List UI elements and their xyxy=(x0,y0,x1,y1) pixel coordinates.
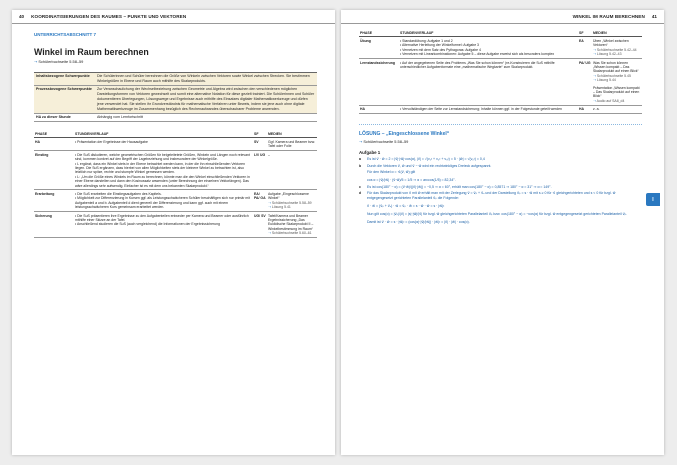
book-reference-text: Schülerbuchseite 5.58–59 xyxy=(363,139,409,145)
solution-item xyxy=(359,164,642,169)
chapter-title: KOORDINATISIERUNGEN DES RAUMES – PUNKTE UND VEKTOREN xyxy=(31,14,187,19)
verlauf-item: • Die SuS diskutieren, welche geometrischen Größen für beigeleitetete Größen, Winkeln und Längen noch relevant sind, kommen konkret auf den Begriff der Lagebeziehung und insbesondere der Winkelgröße. xyxy=(75,152,250,162)
lesson-plan-table xyxy=(34,131,317,238)
arrow-icon: ➝ xyxy=(593,73,597,78)
medien-cell xyxy=(592,37,642,59)
item-label: c xyxy=(359,184,361,189)
sf-cell: UG/ SV xyxy=(253,212,267,238)
arrow-icon: ➝ xyxy=(268,205,272,210)
table-row xyxy=(359,105,642,113)
verlauf-item: • Auf der angegebenen Seite des Problems „Was Sie schon können“ (re-Konstruieren die SuS mithilfe unterschiedlicher Aufgabenformate eine „mathematische Wegkarte“ zum Skalarprodukt. xyxy=(400,60,555,69)
phase-cell: Erarbeitung xyxy=(34,190,74,212)
arrow-icon: ➝ xyxy=(268,200,272,205)
medien-cell xyxy=(267,190,317,212)
item-label: b xyxy=(359,163,362,168)
arrow-icon: ➝ xyxy=(593,47,597,52)
table-row xyxy=(359,37,642,59)
info-value: Zur Veranschaulichung der Wechselbeziehung zwischen Geometrie und Algebra wird zwischen den verschiedenen möglichen Darstellungsformen von Vektoren gewechselt und somit eine alternative Notation für diese gezielt trainiert. Die Schülerinnen und Schüler dokumentieren Überlegungen, Lösungswege und Ergebnisse auch mithilfe des Einsatzes digitaler Mathematikwerkzeuge und dürfen jene verwendet hat. Sie stellen ihr Grundverständnis für mathematische Verfahren unter Beweis, indem sie jene auch ohne digitale Mathematikwerkzeuge im Zusammenhang bezüglich des Rechenaufwandes überschaubarer Probleme anwenden. xyxy=(97,87,315,111)
sf-cell: LV/ UG xyxy=(253,151,267,190)
lesson-title: Winkel im Raum berechnen xyxy=(34,47,149,57)
medien-cell xyxy=(592,59,642,106)
info-key: Prozessbezogene Schwerpunkte xyxy=(36,87,92,91)
phase-cell: Lernstandssicherung xyxy=(359,59,399,106)
phase-cell: Übung xyxy=(359,37,399,59)
verlauf-cell xyxy=(399,37,578,59)
formula-line: Damit ist v⃗ · w⃗ = s · |w⃗|² = (cos(α)·|v⃗|/|w⃗|) · |w⃗|² = |v⃗| · |w⃗| · cos(α). xyxy=(367,219,470,224)
verlauf-item: • Die SuS erarbeiten die Einstiegsaufgaben des Kapitels. xyxy=(75,191,162,196)
formula-line: v⃗ · w⃗ = (v⃗ₚ + v⃗ₒ) · w⃗ = v⃗ₚ · w⃗ = s · w⃗ · w⃗ = s · |w⃗|² xyxy=(367,203,445,208)
right-content xyxy=(359,30,642,225)
column-header: STUNDENVERLAUF xyxy=(399,30,578,37)
phase-cell: Sicherung xyxy=(34,212,74,238)
medien-item: z. a. xyxy=(593,107,600,112)
medien-ref xyxy=(593,99,641,103)
column-header: SF xyxy=(578,30,592,37)
item-text: Durch die Vektoren v⃗, w⃗ und v⃗ − w⃗ wird ein rechtwinkliges Dreieck aufgespannt. xyxy=(367,163,492,168)
chapter-title: WINKEL IM RAUM BERECHNEN xyxy=(572,14,645,19)
verlauf-cell xyxy=(74,190,253,212)
info-key: Inhaltsbezogene Schwerpunkte xyxy=(36,74,90,78)
medien-item: Tafel/Kamera und Beamer xyxy=(268,213,308,218)
phase-cell: Einstieg xyxy=(34,151,74,190)
table-row xyxy=(34,190,317,212)
medien-ref xyxy=(268,231,316,235)
verlauf-item: • Standardübung: Aufgabe 1 und 2 xyxy=(400,38,453,43)
book-reference xyxy=(359,139,642,144)
chapter-tab[interactable]: I xyxy=(646,193,660,206)
verlauf-item: • Vernetzen mit dem Satz des Pythagoras: Aufgabe 4 xyxy=(400,47,481,52)
medien-ref-text: Lösung 5.41 xyxy=(271,205,291,210)
verlauf-item: • Präsentation der Ergebnisse der Hausaufgabe xyxy=(75,139,148,144)
verlauf-cell xyxy=(399,105,578,113)
solution-title: LÖSUNG – „Eingeschlossene Winkel“ xyxy=(359,131,450,138)
table-header-row xyxy=(359,30,642,37)
verlauf-item: • L: „Um die Größe eines Winkels im Raum zu berechnen, könnte man die den Winkel einschließenden Vektoren in einer Ebene darstellen und dann den Kosinussatz anwenden (unter Berechnung der einzelnen Vektorlängen). Das wäre allerdings sehr aufwendig. Einfacher ist es mit dem uns bekannten Skalarprodukt.“ xyxy=(75,174,250,188)
formula-line: Für den Winkel α = ∢(v⃗, w⃗) gilt xyxy=(367,170,416,175)
medien-ref-text: Lösung 5.44 xyxy=(596,78,616,83)
medien-cell xyxy=(267,151,317,190)
table-header-row xyxy=(34,131,317,138)
formula-line: Nun gilt cos(α) = |v⃗ₚ|/|v⃗| = |s|·|w⃗|/|v⃗| für bzgl. w⃗ gleichgerichteten Parallelanteil v⃗ₚ bzw. cos(180° − α) = −cos(α) für bzgl. w⃗ entgegengesetzt gerichteten Parallelanteil v⃗ₚ. xyxy=(367,211,628,216)
medien-cell xyxy=(267,212,317,238)
medien-ref xyxy=(593,78,641,82)
sf-cell: SV xyxy=(253,138,267,151)
verlauf-cell xyxy=(74,212,253,238)
item-text: Es ist v⃗ · w⃗ = 2 ≈ |v⃗|·|w⃗|·cos(α), |v⃗| = √(v₁² + v₂² + v₃²) = 5 · |w⃗| = √(v₁²) = 0,4 xyxy=(367,157,485,162)
arrow-icon: ➝ xyxy=(359,139,363,145)
page-number: 41 xyxy=(651,14,657,19)
verlauf-cell xyxy=(399,59,578,106)
verlauf-cell xyxy=(74,151,253,190)
medien-item: – xyxy=(268,152,270,157)
medien-item: Üben „Winkel zwischen Vektoren“ xyxy=(593,38,629,48)
medien-item: Ergebnissicherung „Das Euklidische Skalarprodukt II – Winkelbestimmung im Raum“ xyxy=(268,218,314,231)
book-reference-text: Schülerbuchseite 5.58–59 xyxy=(38,59,84,64)
arrow-icon: ➝ xyxy=(593,78,597,83)
table-row xyxy=(34,212,317,238)
medien-ref-text: Lösung 5.42–43 xyxy=(596,52,622,57)
info-key: HA zu dieser Stunde xyxy=(36,115,71,119)
task-label: Aufgabe 1 xyxy=(359,150,381,156)
info-row xyxy=(34,73,317,86)
solution-item xyxy=(359,185,642,190)
medien-item: Präsentation „Wissen kompakt – Das Skalarprodukt auf einen Blick“ xyxy=(593,85,640,99)
arrow-icon: ➝ xyxy=(593,52,597,57)
verlauf-item: • Die SuS präsentieren ihre Ergebnisse zu den Aufgabenteilen entweder per Kamera und Beamer oder ausführlich mithilfe einer Skizze an der Tafel. xyxy=(75,213,249,222)
phase-cell: HA xyxy=(359,105,399,113)
table-row xyxy=(34,151,317,190)
medien-ref-text: Schülerbuchseite 5.42–44 xyxy=(596,47,637,52)
left-content xyxy=(34,32,317,238)
info-value: Die Schülerinnen und Schüler berechnen die Größe von Winkeln zwischen Vektoren sowie Winkel zwischen Strecken. Sie bestimmen Winkelgrößen in Ebene und Raum auch mithilfe des Skalarprodukts. xyxy=(97,74,310,83)
item-text: Es ist cos(180° − α) = (v⃗·w⃗)/(|v⃗|·|w⃗|) = −0,5 ⇒ α = 60°, erhält man cos(180° − α) = 0,8571 ⇒ 180° − α ≈ 31° ⇒ α ≈ 149°. xyxy=(367,184,552,189)
table-row xyxy=(359,59,642,106)
item-label: d xyxy=(359,191,362,196)
verlauf-item: • Alternative Herleitung der Winkelformel: Aufgabe 3 xyxy=(400,43,479,48)
sf-cell: PA/ UG xyxy=(578,59,592,106)
info-value: Abhängig vom Lernfortschritt xyxy=(97,115,143,119)
column-header: MEDIEN xyxy=(592,30,642,37)
medien-item: Ggf. Kamera und Beamer bzw. Tafel oder Folie xyxy=(268,139,316,149)
medien-ref-text: Audio auf SA8_d4 xyxy=(596,98,625,103)
item-text: Für das Skalarprodukt von v⃗ mit w⃗ erhält man mit der Zerlegung v⃗ = v⃗ₚ + v⃗ₒ und der Darstellung v⃗ₚ = s · w⃗ mit s ≥ 0 für ∢ gleichgerichteten und s < 0 für bzgl. w⃗ entgegengesetzt gerichteten Parallelanteil v⃗ₚ die Folgende: xyxy=(367,191,616,201)
verlauf-item: • Vernetzen mit Linearkombinationen: Aufgabe 5 – diese Aufgabe erweist sich als besonders komplex xyxy=(400,52,555,57)
table-row xyxy=(34,138,317,151)
section-kicker: UNTERRICHTSABSCHNITT 7 xyxy=(34,32,97,37)
sf-cell: EA/ PA/ GA xyxy=(253,190,267,212)
medien-ref-text: Schülerbuchseite 5.58–59 xyxy=(271,200,312,205)
right-page xyxy=(341,10,664,455)
sf-cell: EA xyxy=(578,37,592,59)
info-table xyxy=(34,72,317,122)
solution-separator xyxy=(359,124,642,125)
medien-cell xyxy=(592,105,642,113)
verlauf-item: • Möglichkeit zur Differenzierung in Kursen ggf. als Leistungsschwächeren Schüler beschäftigen sich nur primär mit Aufgabenteil a und b. Aufgabenteil d dient generell der Differenzierung und kann ggf. auch mit einem leistungsschwächeren Kurs gemeinsam erarbeitet werden. xyxy=(75,196,251,210)
lesson-plan-table xyxy=(359,30,642,114)
page-number: 40 xyxy=(19,14,25,19)
verlauf-item: • Anschließend studieren die SuS (auch vergleichend) die Informationen der Ergebnissicherung xyxy=(75,222,220,227)
arrow-icon: ➝ xyxy=(593,98,597,103)
medien-ref-text: Schülerbuchseite 5.60–61 xyxy=(271,231,312,236)
medien-cell xyxy=(267,138,317,151)
arrow-icon: ➝ xyxy=(268,231,272,236)
formula-line: cos α = |v⃗|/|w⃗| · (v⃗·w⃗)/5 = 1/5 ⇒ α = arccos(1/5) ≈ 82,34°. xyxy=(367,177,456,182)
arrow-icon: ➝ xyxy=(34,59,38,64)
page-header xyxy=(341,10,664,24)
left-page xyxy=(12,10,335,455)
medien-ref xyxy=(593,52,641,56)
column-header: MEDIEN xyxy=(267,131,317,138)
column-header: PHASE xyxy=(359,30,399,37)
info-row xyxy=(34,114,317,122)
verlauf-item: • Vervollständigen der Seite zur Lernstandsicherung; Inhalte können ggf. in der Folgestunde geteilt werden xyxy=(400,107,562,112)
solution-item xyxy=(359,191,642,200)
medien-item: Was Sie schon können „Wissen kompakt – Das Skalarprodukt auf einen Blick“ xyxy=(593,60,639,74)
verlauf-item: • L ergänzt, dass ein Winkel stets in der Ebene betrachtet werden kann, in der die ihn einschließenden Vektoren liegen. Die SuS ergänzen, dass hierbei von allen Möglichkeiten stets der kleinere Winkel zu betrachten ist, also letztlich nur spitze, rechte und stumpfe Winkel gemessen werden. xyxy=(75,161,245,175)
item-label: a xyxy=(359,157,361,162)
book-reference xyxy=(34,59,317,64)
page-header xyxy=(12,10,335,24)
verlauf-cell xyxy=(74,138,253,151)
info-row xyxy=(34,86,317,114)
column-header: SF xyxy=(253,131,267,138)
phase-cell: HA xyxy=(34,138,74,151)
medien-ref-text: Schülerbuchseite 5.45 xyxy=(596,73,631,78)
medien-item: Aufgabe „Eingeschlossene Winkel“ xyxy=(268,191,309,201)
medien-ref xyxy=(268,205,316,209)
column-header: PHASE xyxy=(34,131,74,138)
solution-item xyxy=(359,157,642,162)
sf-cell: HA xyxy=(578,105,592,113)
column-header: STUNDENVERLAUF xyxy=(74,131,253,138)
